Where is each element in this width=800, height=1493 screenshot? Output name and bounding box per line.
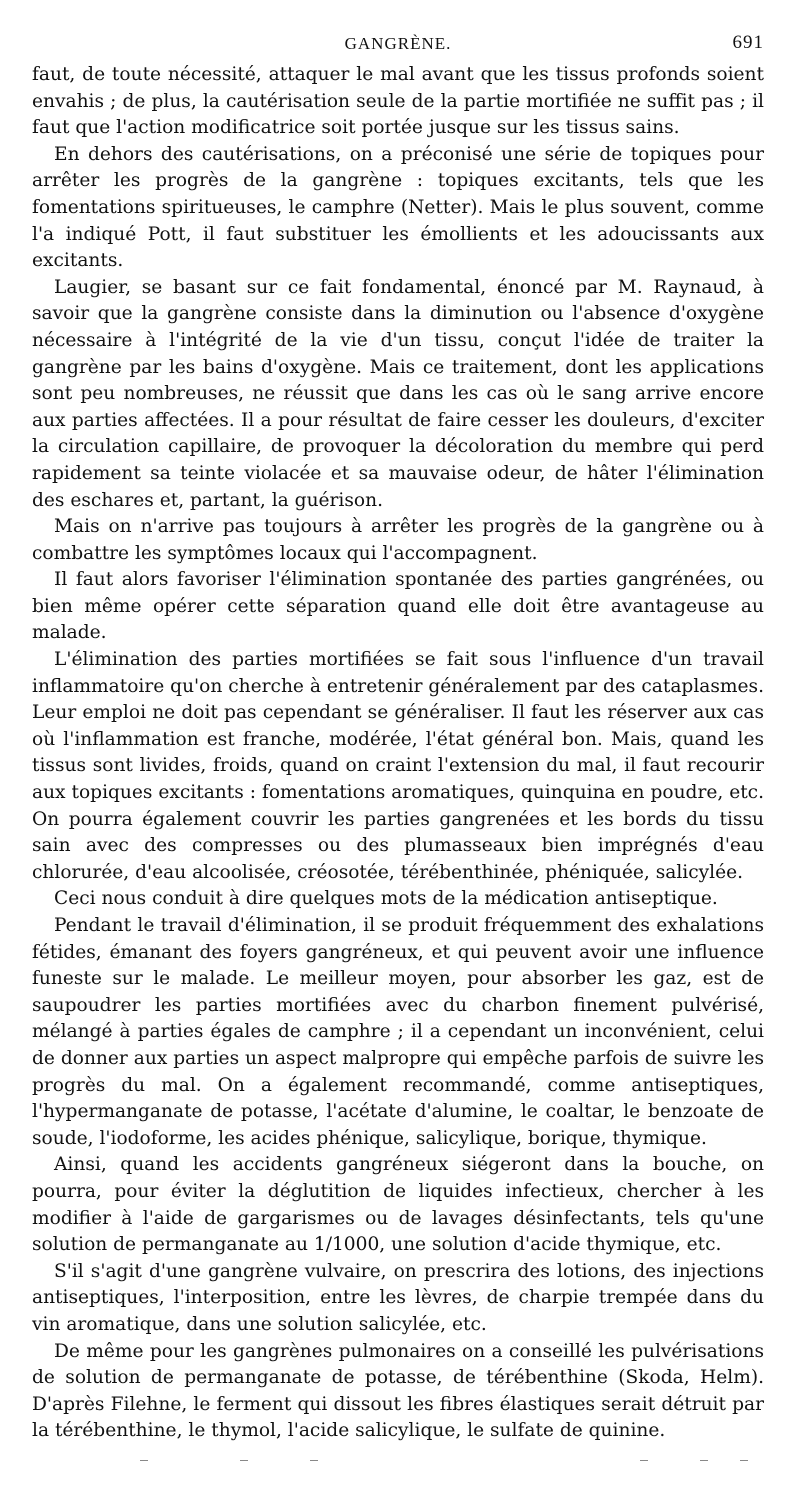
paragraph: Pendant le travail d'élimination, il se produit fréquemment des exhalations fétides, émanant des foyers gangréneux, et qui peuvent avoir une influence funeste sur le malade. Le meilleur moyen, pour absorber les gaz, est de saupoudrer les parties mortifiées avec du charbon finement pulvérisé, mélangé à parties égales de camphre ; il a cependant un inconvénient, celui de donner aux parties un aspect malpropre qui empêche parfois de suivre les progrès du mal. On a également recommandé, comme antiseptiques, l'hypermanganate de potasse, l'acétate d'alumine, le coaltar, le benzoate de soude, l'iodoforme, les acides phénique, salicylique, borique, thymique. [32,915,764,1149]
running-header [32,28,764,62]
scan-mark [700,1460,708,1461]
page-number: 691 [732,32,764,53]
paragraph: En dehors des cautérisations, on a préconisé une série de topiques pour arrêter les progrès de la gangrène : topiques excitants, tels que les fomentations spiritueuses, le camphre (Netter). Mais le plus souvent, comme l'a indiqué Pott, il faut substituer les émollients et les adoucissants aux excitants. [32,143,764,272]
book-page [32,28,764,1445]
paragraph: S'il s'agit d'une gangrène vulvaire, on prescrira des lotions, des injections antiseptiques, l'interposition, entre les lèvres, de charpie trempée dans du vin aromatique, dans une solution salicylée, etc. [32,1260,764,1335]
paragraph: Laugier, se basant sur ce fait fondamental, énoncé par M. Raynaud, à savoir que la gangrène consiste dans la diminution ou l'absence d'oxygène nécessaire à l'intégrité de la vie d'un tissu, conçut l'idée de traiter la gangrène par les bains d'oxygène. Mais ce traitement, dont les applications sont peu nombreuses, ne réussit que dans les cas où le sang arrive encore aux parties affectées. Il a pour résultat de faire cesser les douleurs, d'exciter la circulation capillaire, de provoquer la décoloration du membre qui perd rapidement sa teinte violacée et sa mauvaise odeur, de hâter l'élimination des eschares et, partant, la guérison. [32,276,764,511]
footer-scan-marks [140,1460,760,1466]
scan-mark [640,1460,648,1461]
paragraph: L'élimination des parties mortifiées se fait sous l'influence d'un travail inflammatoire qu'on cherche à entretenir généralement par des cataplasmes. Leur emploi ne doit pas cependant se généraliser. Il faut les réserver aux cas où l'inflammation est franche, modérée, l'état général bon. Mais, quand les tissus sont livides, froids, quand on craint l'extension du mal, il faut recourir aux topiques excitants : fomentations aromatiques, quinquina en poudre, etc. On pourra également couvrir les parties gangrenées et les bords du tissu sain avec des compresses ou des plumasseaux bien imprégnés d'eau chlorurée, d'eau alcoolisée, créosotée, térébenthinée, phéniquée, salicylée. [32,649,764,883]
running-title: GANGRÈNE. [344,34,452,53]
paragraph: faut, de toute nécessité, attaquer le mal avant que les tissus profonds soient envahis ; de plus, la cautérisation seule de la partie mortifiée ne suffit pas ; il faut que l'action modificatrice soit portée jusque sur les tissus sains. [32,64,764,139]
scan-mark [240,1460,248,1461]
scan-mark [140,1460,148,1461]
paragraph: Il faut alors favoriser l'élimination spontanée des parties gangrénées, ou bien même opérer cette séparation quand elle doit être avantageuse au malade. [32,569,764,644]
paragraph: Ceci nous conduit à dire quelques mots de la médication antiseptique. [54,888,718,910]
scan-mark [740,1460,748,1461]
paragraph: Mais on n'arrive pas toujours à arrêter les progrès de la gangrène ou à combattre les symptômes locaux qui l'accompagnent. [32,516,764,564]
body-text [32,62,764,1445]
paragraph: Ainsi, quand les accidents gangréneux siégeront dans la bouche, on pourra, pour éviter la déglutition de liquides infectieux, chercher à les modifier à l'aide de gargarismes ou de lavages désinfectants, tels qu'une solution de permanganate au 1/1000, une solution d'acide thymique, etc. [32,1154,764,1256]
paragraph: De même pour les gangrènes pulmonaires on a conseillé les pulvérisations de solution de permanganate de potasse, de térébenthine (Skoda, Helm). D'après Filehne, le ferment qui dissout les fibres élastiques serait détruit par la térébenthine, le thymol, l'acide salicylique, le sulfate de quinine. [32,1340,764,1442]
scan-mark [310,1460,318,1461]
